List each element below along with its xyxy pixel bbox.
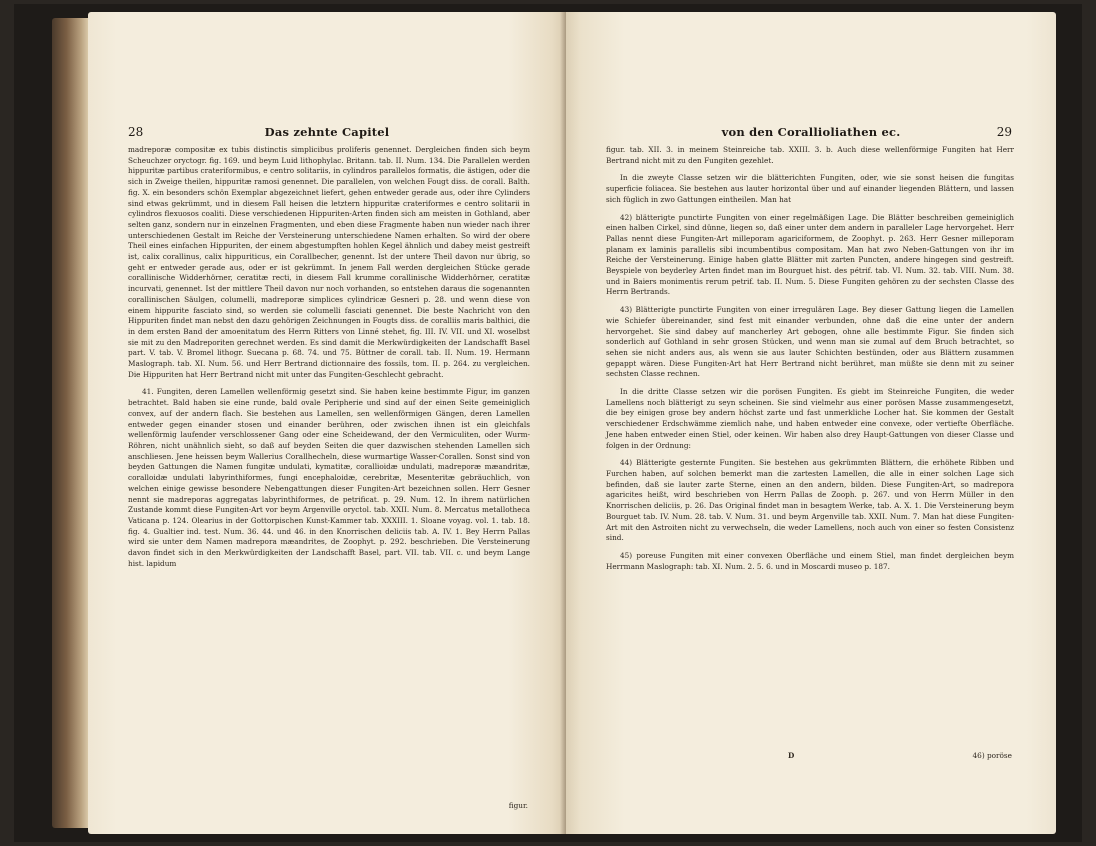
right-paragraph-3: 42) blätterigte punctirte Fungiten von einer regelmäßigen Lage. Die Blätter beschreiben gemeiniglich einen halben Cirkel, sind dünne, liegen so, daß einer unter dem andern in paralleler Lage hervorgehet. Herr Pallas nennt diese Fungiten-Art milleporam agariciformem, de Zoophyt. p. 263. Herr Gesner milleporam planam ex laminis parallelis sibi incumbentibus compositam. Man hat zwo Neben-Gattungen von ihr im Reiche der Versteinerung. Einige haben glatte Blätter mit zarten Puncten, andere hingegen sind gestreift. Beyspiele von beyderley Arten findet man im Bourguet hist. des pétrif. tab. VI. Num. 32. tab. VIII. Num. 38. und in Baiers monimentis rerum petrif. tab. II. Num. 5. Diese Fungiten gehören zu der sechsten Classe des Herrn Bertrands. — [606, 212, 1014, 297]
left-paragraph-1: madreporæ compositæ ex tubis distinctis simplicibus proliferis genennet. Dergleichen finden sich beym Scheuchzer oryctogr. fig. 169. und beym Luid lithophylac. Britann. tab. II. Num. 134. Die Parallelen werden hippuritæ partibus crateriformibus, e centro solitariis, in cylindros parallelos formatis, die ästigen, oder die sich in Zweige theilen, hippuritæ ramosi genennet. Die parallelen, von welchen Fougt diss. de corall. Balth. fig. X. ein besonders schön Exemplar abgezeichnet liefert, gehen entweder gerade aus, oder ihre Cylinders sind etwas gekrümmt, und in diesem Fall heisen die letztern hippuritæ crateriformes e centro solitarii in cylindros flexuosos coaliti. Diese verschiedenen Hippuriten-Arten finden sich am meisten in Gothland, aber selten ganz, sondern nur in einzelnen Fragmenten, und eben diese Fragmente haben nun wieder nach ihrer unterschiedenen Gestalt im Reiche der Versteinerung unterschiedene Namen erhalten. So wird der obere Theil eines einfachen Hippuriten, der einem abgestumpften hohlen Kegel ähnlich und dabey meist gestreift ist, calix corallinus, calix hippuriticus, ein Corallbecher, genennt. Ist der untere Theil davon nur übrig, so geht er entweder gerade aus, oder er ist gekrümmt. In jenem Fall werden dergleichen Stücke gerade corallinische Widderhörner, ceratitæ recti, in diesem Fall krumme corallinische Widderhörner, ceratitæ incurvati, genennet. Ist der mittlere Theil davon nur noch vorhanden, so entstehen daraus die sogenannten corallinischen Säulgen, columelli, madreporæ simplices cylindricæ Gesneri p. 28. und wenn diese von einem hippurite fasciato sind, so werden sie columelli fasciati genennet. Die beste Nachricht von den Hippuriten findet man nebst den dazu gehörigen Zeichnungen in Fougts diss. de coralliis maris balthici, die in dem ersten Band der amoenitatum des Herrn Ritters von Linné stehet, fig. III. IV. VII. und XI. woselbst sie mit zu den Madreporiten gerechnet werden. Es sind damit die Merkwürdigkeiten der Landschafft Basel part. V. tab. V. Bromel lithogr. Suecana p. 68. 74. und 75. Büttner de corall. tab. II. Num. 19. Hermann Maslograph. tab. XI. Num. 56. und Herr Bertrand dictionnaire des fossils, tom. II. p. 264. zu vergleichen. Die Hippuriten hat Herr Bertrand nicht mit unter das Fungiten-Geschlecht gebracht. — [128, 145, 530, 379]
left-paragraph-2: 41. Fungiten, deren Lamellen wellenförmig gesetzt sind. Sie haben keine bestimmte Figur, im ganzen betrachtet. Bald haben sie eine runde, bald ovale Peripherie und sind auf der einen Seite gemeiniglich convex, auf der andern flach. Sie bestehen aus Lamellen, sen wellenförmigen Gängen, deren Lamellen entweder gegen einander stosen und einander berühren, oder zwischen ihnen ist ein gleichfals wellenförmig laufender verschlossener Gang oder eine Scheidewand, der den Vermiculiten, oder Wurm-Röhren, nicht unähnlich sieht, so daß auf beyden Seiten die quer dazwischen stehenden Lamellen sich anschliesen. Jene heissen beym Wallerius Corallhecheln, diese wurmartige Wasser-Corallen. Sonst sind von beyden Gattungen die Namen fungitæ undulati, kymatitæ, corallioidæ undulati, madreporæ mæandritæ, coralloidæ undulati labyrinthiformes, fungi encephaloidæ, cerebritæ, Mesenteritæ gebräuchlich, von welchen einige gewisse besondere Nebengattungen dieser Fungiten-Art bezeichnen sollen. Herr Gesner nennt sie madreporas aggregatas labyrinthiformes, de petrificat. p. 29. Num. 12. In ihrem natürlichen Zustande kommt diese Fungiten-Art vor beym Argenville oryctol. tab. XXII. Num. 8. Mercatus metallotheca Vaticana p. 124. Olearius in der Gottorpischen Kunst-Kammer tab. XXXIII. 1. Sloane voyag. vol. 1. tab. 18. fig. 4. Gualtier ind. test. Num. 36. 44. und 46. in den Knorrischen deliciis tab. A. IV. 1. Bey Herrn Pallas wird sie unter dem Namen madrepora mæandrites, de Zoophyt. p. 292. beschrieben. Die Versteinerung davon findet sich in den Merkwürdigkeiten der Landschafft Basel, part. VII. tab. VII. c. und beym Lange hist. lapidum — [128, 387, 530, 568]
book-edge — [52, 18, 88, 828]
right-paragraph-2: In die zweyte Classe setzen wir die blätterichten Fungiten, oder, wie sie sonst heisen die fungitas superficie foliacea. Sie bestehen aus lauter horizontal über und auf einander liegenden Blättern, und lassen sich füglich in zwo Gattungen eintheilen. Man hat — [606, 173, 1014, 204]
left-page-header — [88, 125, 566, 143]
right-running-head: von den Corallioliathen ec. — [721, 125, 901, 139]
left-page — [88, 12, 566, 834]
book-scan — [14, 4, 1082, 842]
right-paragraph-6: 44) Blätterigte gesternte Fungiten. Sie bestehen aus gekrümmten Blättern, die erhöhete Ribben und Furchen haben, auf solchen bemerkt man die zartesten Lamellen, die alle in einer solchen Lage sich befinden, daß sie lauter zarte Sterne, einen an den andern, bilden. Diese Fungiten-Art, so madrepora agaricites heißt, wird beschrieben von Herrn Pallas de Zooph. p. 267. und von Herrn Müller in den Knorrischen deliciis, p. 26. Das Original findet man in besagtem Werke, tab. A. X. 1. Die Versteinerung beym Bourguet tab. IV. Num. 28. tab. V. Num. 31. und beym Argenville tab. XXII. Num. 7. Man hat diese Fungiten-Art mit den Astroiten nicht zu verwechseln, die weder Lamellens, noch auch von einer so festen Consistenz sind. — [606, 458, 1014, 543]
right-paragraph-4: 43) Blätterigte punctirte Fungiten von einer irregulären Lage. Bey dieser Gattung liegen die Lamellen wie Schiefer übereinander, sind fest mit einander verbunden, ohne daß die eine unter der andern hervorgehet. Sie sind dabey auf mancherley Art gebogen, ohne alle bestimmte Figur. Sie finden sich sonderlich auf Gothland in sehr grosen Stücken, und wenn man sie zumal auf dem Bruch betrachtet, so sehen sie nicht anders aus, als wenn sie aus lauter Schichten bestünden, oder aus Blättern zusammen gepappt wären. Diese Fungiten-Art hat Herr Bertrand nicht berühret, man müßte sie denn mit zu seiner sechsten Classe rechnen. — [606, 305, 1014, 379]
right-page-number: 29 — [996, 125, 1012, 139]
left-page-body — [128, 145, 530, 569]
right-page-body — [606, 145, 1014, 572]
right-page — [566, 12, 1056, 834]
left-page-number: 28 — [128, 125, 144, 139]
right-page-header — [566, 125, 1056, 143]
right-catchword: 46) poröse — [972, 751, 1012, 760]
right-paragraph-1: figur. tab. XII. 3. in meinem Steinreiche tab. XXIII. 3. b. Auch diese wellenförmige Fungiten hat Herr Bertrand nicht mit zu den Fungiten gezehlet. — [606, 145, 1014, 165]
right-paragraph-7: 45) poreuse Fungiten mit einer convexen Oberfläche und einem Stiel, man findet dergleichen beym Herrmann Maslograph: tab. XI. Num. 2. 5. 6. und in Moscardi museo p. 187. — [606, 550, 1014, 571]
right-paragraph-5: In die dritte Classe setzen wir die porösen Fungiten. Es giebt im Steinreiche Fungiten, die weder Lamellens noch blätterigt zu seyn scheinen. Sie sind vielmehr aus einer porösen Masse zusammengesetzt, die bey einigen grose bey andern höchst zarte und fast unmerkliche Locher hat. Sie kommen der Gestalt verschiedener Erdschwämme ziemlich nahe, und haben entweder eine convexe, oder vertiefte Oberfläche. Jene haben entweder einen Stiel, oder keinen. Wir haben also drey Haupt-Gattungen von dieser Classe und folgen in der Ordnung: — [606, 387, 1014, 450]
signature-mark: D — [788, 751, 795, 760]
left-catchword: figur. — [508, 801, 528, 810]
left-running-head: Das zehnte Capitel — [264, 125, 390, 139]
